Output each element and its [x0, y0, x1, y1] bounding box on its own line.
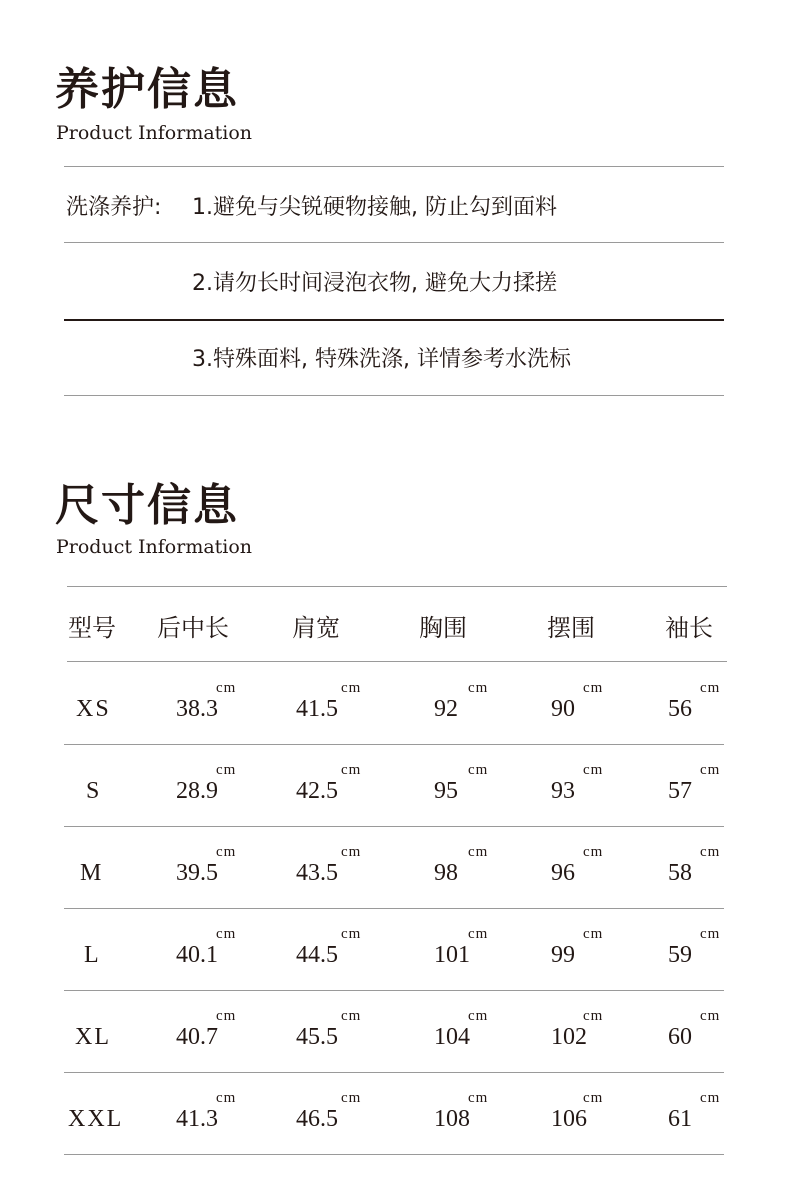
table-value: 108: [434, 1106, 470, 1132]
table-row-divider: [64, 908, 724, 909]
care-section-title: 养护信息: [55, 64, 239, 115]
unit-label: cm: [341, 680, 362, 696]
table-value: 90: [551, 696, 575, 722]
table-value: 102: [551, 1024, 587, 1050]
table-value: 43.5: [296, 860, 338, 886]
unit-label: cm: [341, 1090, 362, 1106]
table-value: 98: [434, 860, 458, 886]
unit-label: cm: [216, 762, 237, 778]
unit-label: cm: [700, 762, 721, 778]
table-row-divider: [64, 1154, 724, 1155]
divider: [64, 395, 724, 396]
table-header-cell: 摆围: [547, 614, 595, 642]
table-value: 60: [668, 1024, 692, 1050]
table-value: 95: [434, 778, 458, 804]
table-value: 40.1: [176, 942, 218, 968]
unit-label: cm: [216, 680, 237, 696]
unit-label: cm: [468, 926, 489, 942]
table-row-divider: [64, 744, 724, 745]
unit-label: cm: [700, 680, 721, 696]
table-value: 92: [434, 696, 458, 722]
table-header-cell: 后中长: [157, 614, 229, 642]
size-label: L: [84, 942, 101, 968]
table-row-divider: [64, 826, 724, 827]
table-value: 46.5: [296, 1106, 338, 1132]
table-value: 39.5: [176, 860, 218, 886]
table-row-divider: [64, 990, 724, 991]
table-header-cell: 肩宽: [292, 614, 340, 642]
divider: [64, 242, 724, 243]
care-line-2: 2.请勿长时间浸泡衣物, 避免大力揉搓: [192, 271, 557, 296]
unit-label: cm: [216, 844, 237, 860]
table-header-cell: 袖长: [665, 614, 713, 642]
table-value: 42.5: [296, 778, 338, 804]
unit-label: cm: [700, 1090, 721, 1106]
unit-label: cm: [468, 680, 489, 696]
table-value: 41.3: [176, 1106, 218, 1132]
size-label: XXL: [68, 1106, 124, 1132]
unit-label: cm: [583, 1008, 604, 1024]
table-value: 57: [668, 778, 692, 804]
unit-label: cm: [583, 762, 604, 778]
care-line-3: 3.特殊面料, 特殊洗涤, 详情参考水洗标: [192, 347, 571, 372]
table-value: 93: [551, 778, 575, 804]
unit-label: cm: [216, 1008, 237, 1024]
size-label: XS: [76, 696, 111, 722]
table-value: 104: [434, 1024, 470, 1050]
care-label: 洗涤养护:: [66, 195, 162, 220]
table-header-cell: 型号: [68, 614, 116, 642]
unit-label: cm: [468, 1008, 489, 1024]
size-section-title: 尺寸信息: [55, 480, 239, 531]
size-label: S: [86, 778, 102, 804]
table-value: 41.5: [296, 696, 338, 722]
care-line-1: 1.避免与尖锐硬物接触, 防止勾到面料: [192, 195, 557, 220]
table-value: 106: [551, 1106, 587, 1132]
unit-label: cm: [341, 1008, 362, 1024]
table-value: 59: [668, 942, 692, 968]
unit-label: cm: [468, 1090, 489, 1106]
divider: [64, 319, 724, 321]
size-label: M: [80, 860, 104, 886]
unit-label: cm: [341, 762, 362, 778]
table-value: 99: [551, 942, 575, 968]
table-value: 44.5: [296, 942, 338, 968]
table-row-divider: [64, 1072, 724, 1073]
unit-label: cm: [468, 844, 489, 860]
table-value: 28.9: [176, 778, 218, 804]
table-value: 96: [551, 860, 575, 886]
unit-label: cm: [583, 926, 604, 942]
unit-label: cm: [700, 844, 721, 860]
unit-label: cm: [583, 1090, 604, 1106]
unit-label: cm: [216, 1090, 237, 1106]
unit-label: cm: [341, 926, 362, 942]
table-value: 56: [668, 696, 692, 722]
unit-label: cm: [700, 926, 721, 942]
table-value: 45.5: [296, 1024, 338, 1050]
table-header-cell: 胸围: [419, 614, 467, 642]
unit-label: cm: [341, 844, 362, 860]
table-value: 40.7: [176, 1024, 218, 1050]
unit-label: cm: [583, 844, 604, 860]
divider: [64, 166, 724, 167]
table-value: 58: [668, 860, 692, 886]
table-header-divider: [67, 661, 727, 662]
size-section-subtitle: Product Information: [56, 536, 253, 558]
care-section-subtitle: Product Information: [56, 122, 253, 144]
unit-label: cm: [700, 1008, 721, 1024]
table-top-border: [67, 586, 727, 587]
unit-label: cm: [216, 926, 237, 942]
table-value: 38.3: [176, 696, 218, 722]
unit-label: cm: [583, 680, 604, 696]
size-label: XL: [75, 1024, 111, 1050]
unit-label: cm: [468, 762, 489, 778]
table-value: 101: [434, 942, 470, 968]
table-value: 61: [668, 1106, 692, 1132]
